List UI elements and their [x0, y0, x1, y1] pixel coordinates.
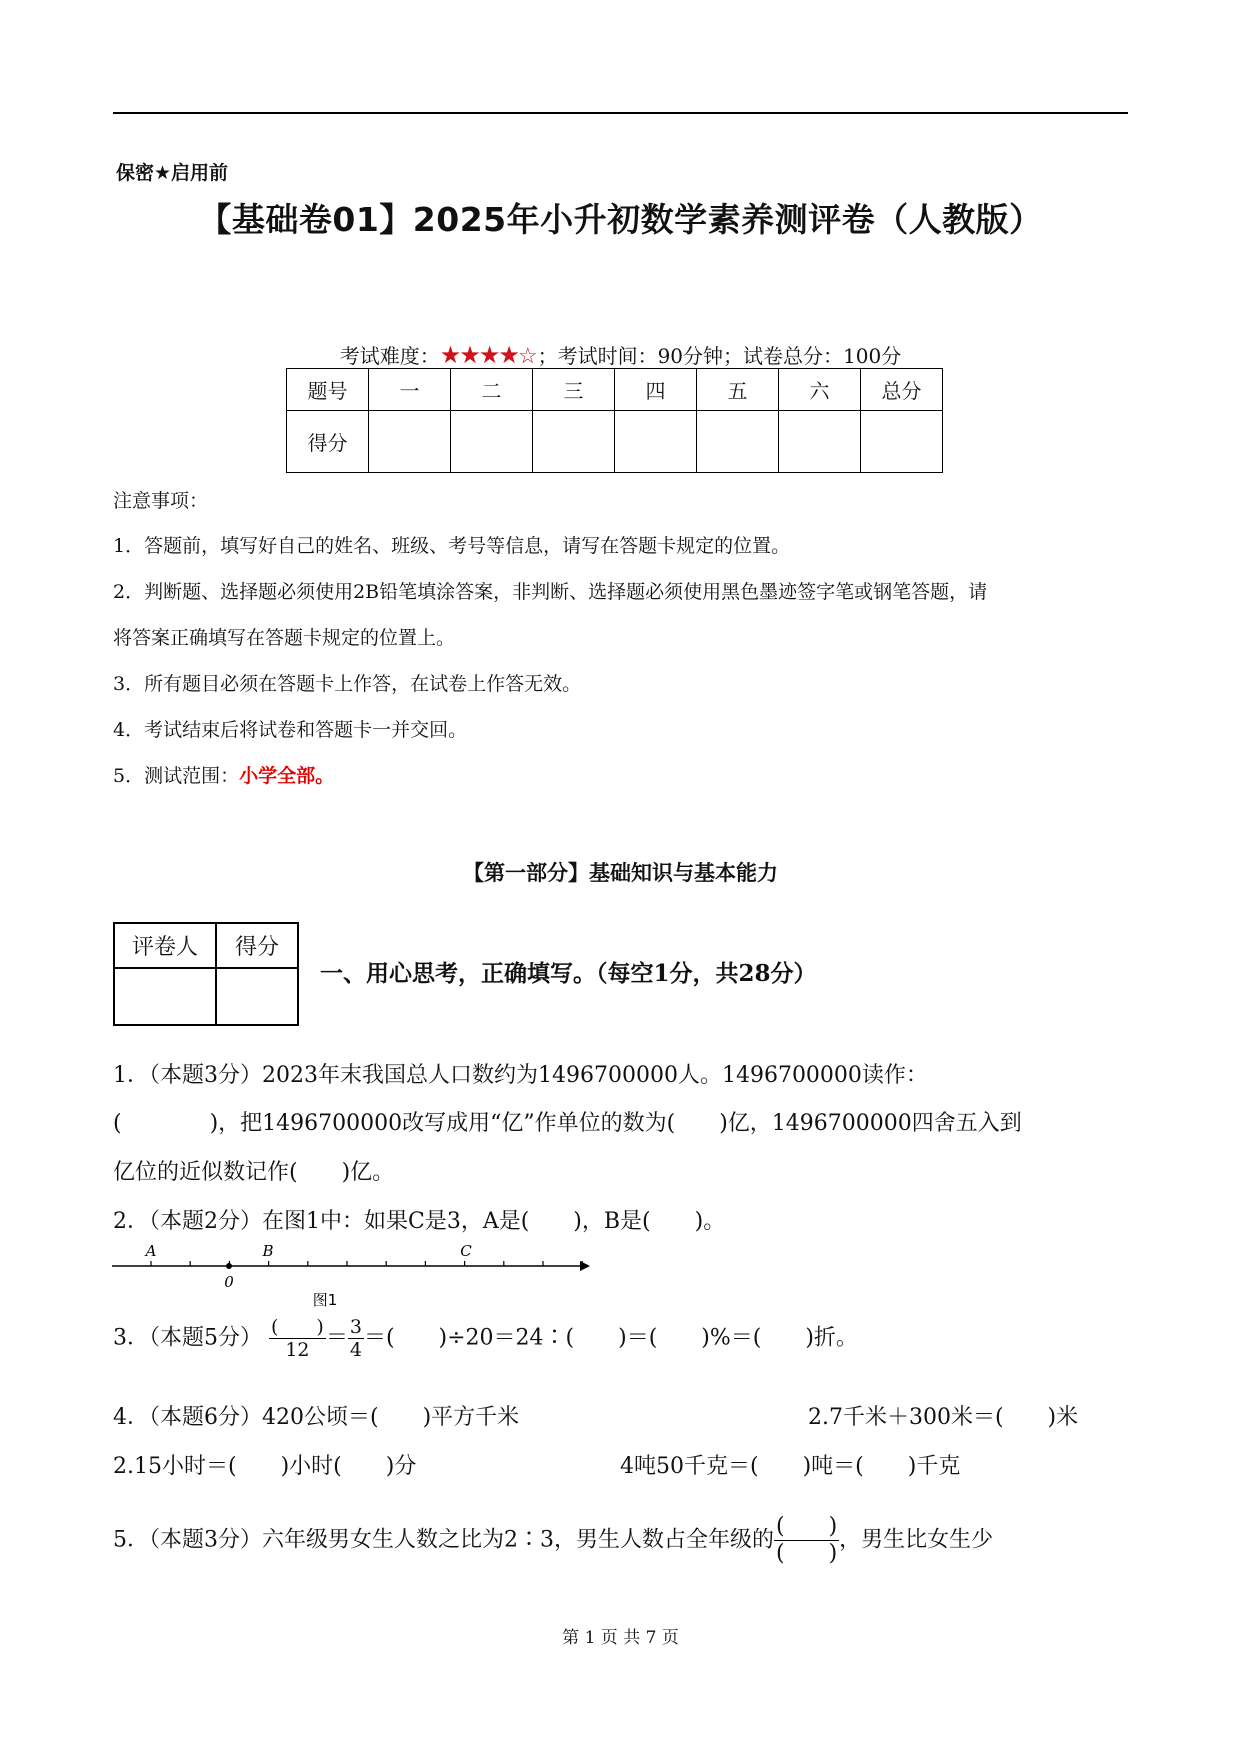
- exam-info: [0, 340, 1241, 369]
- part-title: 【第一部分】基础知识与基本能力: [463, 861, 778, 885]
- score-cell: [861, 411, 943, 473]
- difficulty-stars-filled: ★★★★: [439, 341, 518, 369]
- fraction-numerator: ( ): [776, 1514, 838, 1539]
- score-header-cell: 一: [369, 369, 451, 411]
- scope-value: 小学全部。: [239, 765, 335, 787]
- question-4-item-b: 2.7千米＋300米＝( )米: [808, 1405, 1079, 1430]
- question-2: 2．（本题2分）在图1中：如果C是3，A是( )，B是( )。: [113, 1209, 726, 1234]
- fraction-blank-over-12: [269, 1316, 326, 1361]
- top-rule: [113, 112, 1128, 114]
- score-table-header-row: [287, 369, 943, 411]
- page-footer: 第 1 页 共 7 页: [562, 1628, 679, 1648]
- fraction-blank-over-blank: [774, 1514, 839, 1567]
- note-item-scope: [113, 761, 334, 788]
- score-cell: [369, 411, 451, 473]
- question-3: 3．（本题5分） $\frac{( )}{12}$ ＝ $\frac{3}{4}$ ＝( )÷20＝24∶( )＝( )%＝( )折。: [113, 1316, 858, 1361]
- score-cell: [697, 411, 779, 473]
- scope-label: 5．测试范围：: [113, 765, 240, 787]
- fraction-three-quarters: [348, 1316, 364, 1361]
- difficulty-stars-empty: ☆: [517, 344, 538, 369]
- fraction-denominator: 12: [285, 1339, 310, 1361]
- grader-score-header: 得分: [216, 923, 298, 968]
- question-5: [113, 1514, 993, 1567]
- question-3-prefix: 3．（本题5分）: [113, 1325, 262, 1351]
- page-title: 【基础卷01】2025年小升初数学素养测评卷（人教版）: [198, 200, 1043, 239]
- score-table: [286, 368, 943, 473]
- score-header-cell: 六: [779, 369, 861, 411]
- section-heading: 一、用心思考，正确填写。（每空1分，共28分）: [320, 960, 817, 987]
- score-cell: [451, 411, 533, 473]
- fraction-numerator: ( ): [271, 1316, 324, 1338]
- question-3-rest: ＝( )÷20＝24∶( )＝( )%＝( )折。: [363, 1325, 858, 1351]
- question-5-suffix: ，男生比女生少: [839, 1527, 994, 1553]
- question-1-line-3: 亿位的近似数记作( )亿。: [113, 1160, 395, 1185]
- notes-title: 注意事项：: [113, 490, 209, 512]
- question-4-item-c: 2.15小时＝( )小时( )分: [113, 1454, 417, 1479]
- point-label-b: B: [262, 1245, 274, 1260]
- score-header-cell: 三: [533, 369, 615, 411]
- score-cell: [533, 411, 615, 473]
- note-item: 2．判断题、选择题必须使用2B铅笔填涂答案，非判断、选择题必须使用黑色墨迹签字笔或钢笔答题，请: [113, 581, 988, 603]
- fraction-denominator: ( ): [776, 1541, 838, 1566]
- question-1-line-1: 1．（本题3分）2023年末我国总人口数约为1496700000人。1496700000读作：: [113, 1063, 928, 1088]
- note-item: 将答案正确填写在答题卡规定的位置上。: [113, 627, 456, 649]
- point-label-c: C: [460, 1245, 472, 1260]
- score-table-score-row: [287, 411, 943, 473]
- point-label-a: A: [145, 1245, 157, 1260]
- score-cell: [615, 411, 697, 473]
- grader-table: [113, 922, 299, 1026]
- note-item: 3．所有题目必须在答题卡上作答，在试卷上作答无效。: [113, 673, 582, 695]
- grader-score-cell: [216, 968, 298, 1025]
- point-label-zero: 0: [224, 1273, 234, 1291]
- score-header-cell: 二: [451, 369, 533, 411]
- note-item: 4．考试结束后将试卷和答题卡一并交回。: [113, 719, 468, 741]
- score-cell: [779, 411, 861, 473]
- question-1-line-2: ( )，把1496700000改写成用“亿”作单位的数为( )亿，1496700000四舍五入到: [113, 1111, 1022, 1136]
- confidential-label: 保密★启用前: [116, 162, 229, 184]
- zero-point: [226, 1263, 232, 1269]
- grader-cell: [114, 968, 216, 1025]
- note-item: 1．答题前，填写好自己的姓名、班级、考号等信息，请写在答题卡规定的位置。: [113, 535, 791, 557]
- number-line-arrow: [580, 1261, 590, 1271]
- difficulty-label: 考试难度：: [339, 344, 440, 368]
- fraction-denominator: 4: [349, 1339, 362, 1361]
- score-header-cell: 总分: [861, 369, 943, 411]
- exam-time-total: ；考试时间：90分钟；试卷总分：100分: [537, 344, 902, 368]
- score-header-cell: 五: [697, 369, 779, 411]
- question-4-item-a: 4．（本题6分）420公顷＝( )平方千米: [113, 1405, 520, 1430]
- grader-header: 评卷人: [114, 923, 216, 968]
- question-5-prefix: 5．（本题3分）六年级男女生人数之比为2∶3，男生人数占全年级的: [113, 1527, 774, 1553]
- number-line-figure: [110, 1245, 590, 1315]
- score-header-cell: 四: [615, 369, 697, 411]
- score-header-cell: 题号: [287, 369, 369, 411]
- score-row-label: 得分: [287, 411, 369, 473]
- figure-caption: 图1: [312, 1291, 338, 1309]
- question-4-item-d: 4吨50千克＝( )吨＝( )千克: [620, 1454, 961, 1479]
- fraction-numerator: 3: [349, 1316, 362, 1338]
